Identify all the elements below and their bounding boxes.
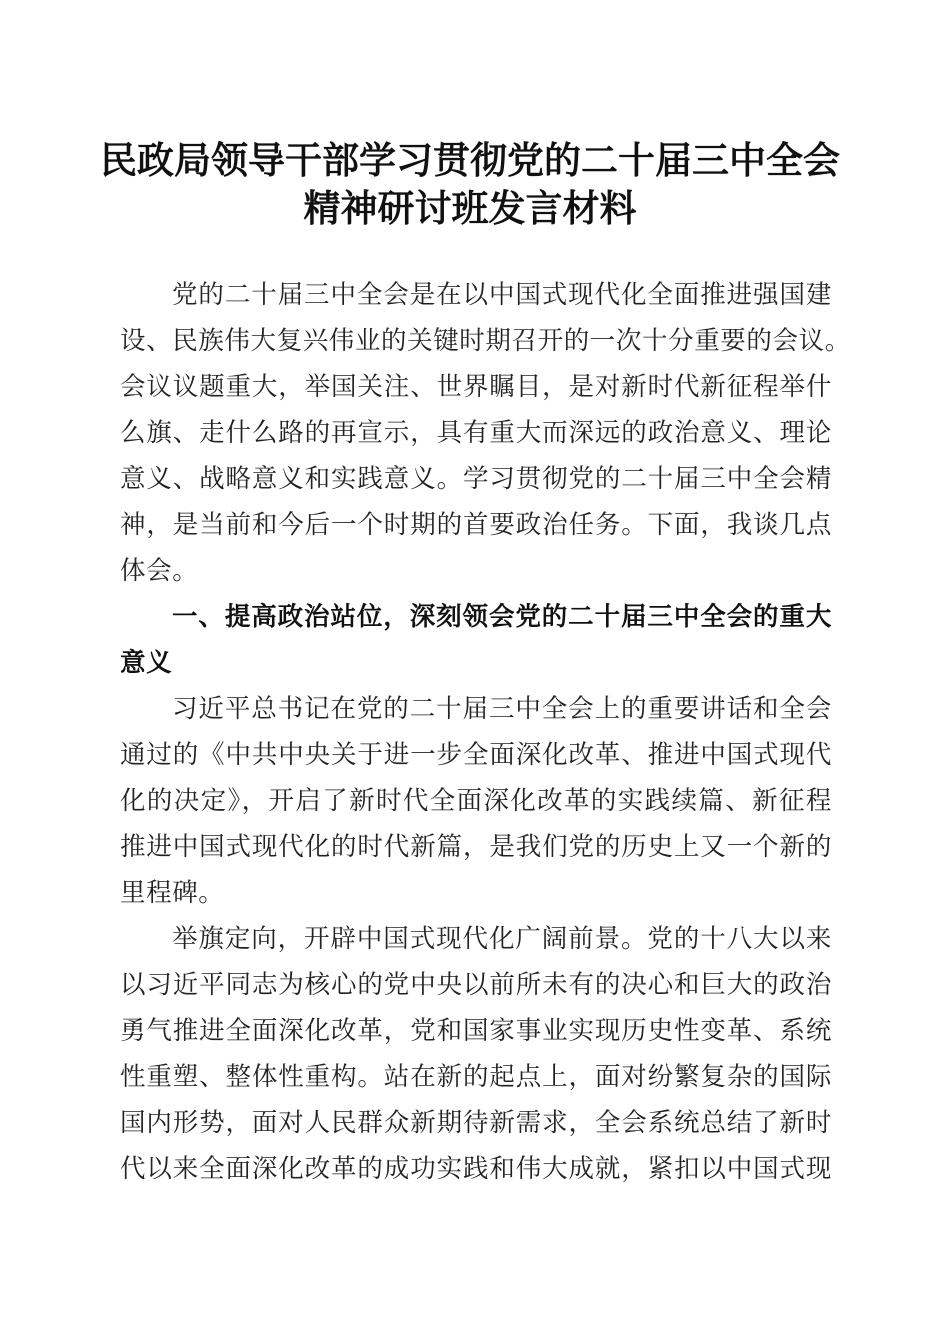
text-line: 么旗、走什么路的再宣示，具有重大而深远的政治意义、理论 — [120, 418, 832, 448]
text-line: 代以来全面深化改革的成功实践和伟大成就，紧扣以中国式现 — [120, 1154, 832, 1184]
document-title — [100, 136, 840, 232]
title-line: 精神研讨班发言材料 — [303, 186, 637, 230]
text-line: 神，是当前和今后一个时期的首要政治任务。下面，我谈几点 — [120, 510, 832, 540]
title-line: 民政局领导干部学习贯彻党的二十届三中全会 — [100, 138, 840, 182]
text-line: 推进中国式现代化的时代新篇，是我们党的历史上又一个新的 — [120, 832, 832, 862]
text-line: 会议议题重大，举国关注、世界瞩目，是对新时代新征程举什 — [120, 372, 832, 402]
text-line: 举旗定向，开辟中国式现代化广阔前景。党的十八大以来 — [172, 924, 832, 954]
text-line: 以习近平同志为核心的党中央以前所未有的决心和巨大的政治 — [120, 970, 832, 1000]
paragraph-intro — [120, 272, 851, 594]
document-body — [120, 272, 851, 1192]
heading-line: 一、提高政治站位，深刻领会党的二十届三中全会的重大 — [172, 602, 832, 632]
text-line: 通过的《中共中央关于进一步全面深化改革、推进中国式现代 — [120, 740, 832, 770]
text-line: 化的决定》，开启了新时代全面深化改革的实践续篇、新征程 — [120, 786, 832, 816]
text-line: 习近平总书记在党的二十届三中全会上的重要讲话和全会 — [172, 694, 832, 724]
text-line: 勇气推进全面深化改革，党和国家事业实现历史性变革、系统 — [120, 1016, 832, 1046]
paragraph-direction — [120, 916, 832, 1192]
text-line: 性重塑、整体性重构。站在新的起点上，面对纷繁复杂的国际 — [120, 1062, 832, 1092]
heading-line: 意义 — [120, 648, 173, 678]
text-line: 里程碑。 — [120, 878, 225, 908]
text-line: 意义、战略意义和实践意义。学习贯彻党的二十届三中全会精 — [120, 464, 832, 494]
section-heading — [120, 594, 832, 686]
text-line: 设、民族伟大复兴伟业的关键时期召开的一次十分重要的会议。 — [120, 326, 851, 356]
paragraph-speech — [120, 686, 832, 916]
text-line: 党的二十届三中全会是在以中国式现代化全面推进强国建 — [172, 280, 832, 310]
text-line: 体会。 — [120, 556, 199, 586]
text-line: 国内形势，面对人民群众新期待新需求，全会系统总结了新时 — [120, 1108, 832, 1138]
